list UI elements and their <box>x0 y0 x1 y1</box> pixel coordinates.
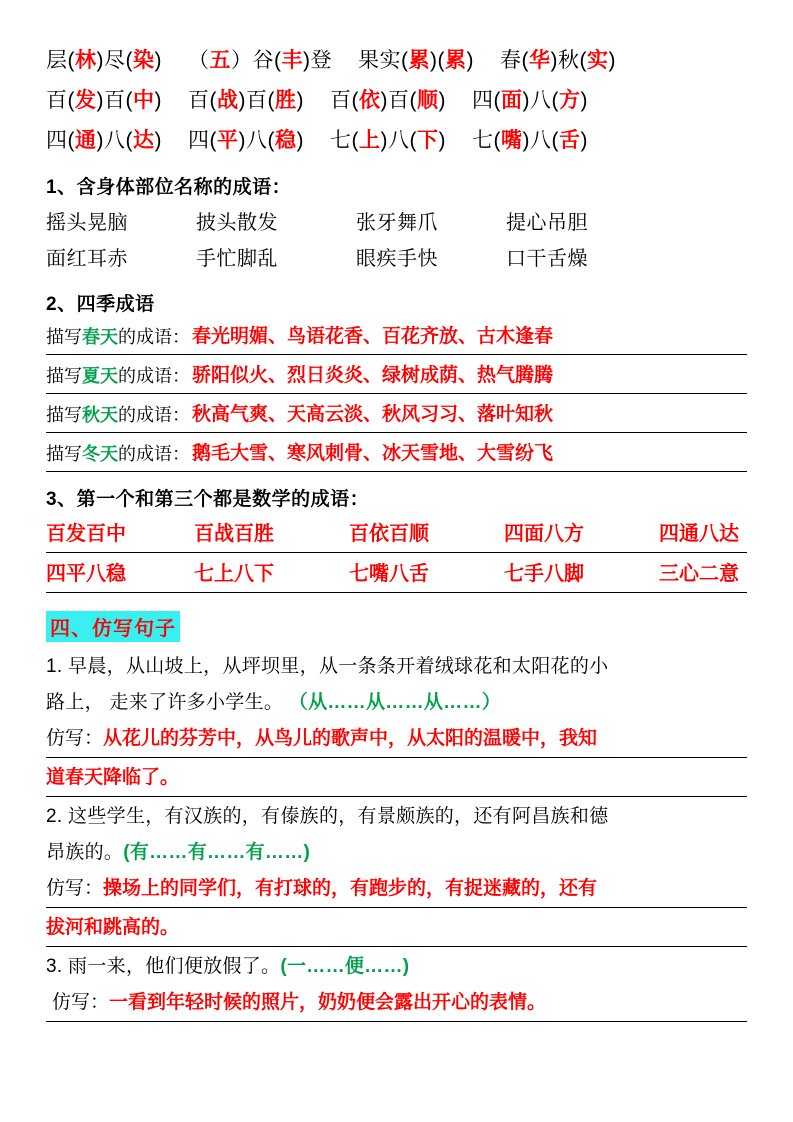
answer-1-line-2 <box>46 761 747 797</box>
idiom-fill-line-3 <box>46 122 747 160</box>
question-2-line-1 <box>46 800 747 834</box>
idiom-group: 百(战)百(胜) <box>188 89 304 112</box>
section-2-heading: 2、四季成语 <box>46 294 155 315</box>
idiom-group: 春(华)秋(实) <box>500 49 616 72</box>
answer-1-line-1 <box>46 722 747 758</box>
answer-label: 仿写： <box>46 728 104 749</box>
question-text: 路上， 走来了许多小学生。 <box>46 692 284 713</box>
question-1-line-2 <box>46 686 747 720</box>
season-label: 描写秋天的成语： <box>46 405 190 425</box>
answer-label: 仿写： <box>52 992 110 1013</box>
idiom-item: 百战百胜 <box>194 523 274 545</box>
season-row-summer <box>46 361 747 394</box>
answer-text: 操场上的同学们，有打球的，有跑步的，有捉迷藏的，还有 <box>103 878 598 899</box>
season-answer: 鹅毛大雪、寒风刺骨、冰天雪地、大雪纷飞 <box>192 443 554 464</box>
season-answer: 春光明媚、鸟语花香、百花齐放、古木逢春 <box>192 326 554 347</box>
season-row-autumn <box>46 400 747 433</box>
idiom-item: 眼疾手快 <box>356 248 438 270</box>
idiom-item: 七手八脚 <box>504 563 584 585</box>
idiom-group: 七(嘴)八(舌) <box>472 129 588 152</box>
body-idioms-row-2 <box>46 241 747 277</box>
question-number: 2. <box>46 806 63 827</box>
idiom-item: 手忙脚乱 <box>196 248 278 270</box>
answer-text: 拔河和跳高的。 <box>46 917 180 938</box>
season-answer: 秋高气爽、天高云淡、秋风习习、落叶知秋 <box>192 404 554 425</box>
answer-3-line-1 <box>46 986 747 1022</box>
idiom-group: 四(通)八(达) <box>46 129 162 152</box>
idiom-group: 七(上)八(下) <box>330 129 446 152</box>
idiom-group: 四(平)八(稳) <box>188 129 304 152</box>
idiom-item: 七嘴八舌 <box>349 563 429 585</box>
season-row-winter <box>46 439 747 472</box>
idiom-item: 百依百顺 <box>349 523 429 545</box>
idiom-group: 果实(累)(累) <box>358 49 474 72</box>
idiom-group: 层(林)尽(染) <box>46 49 162 72</box>
idiom-item: 四面八方 <box>504 523 584 545</box>
idiom-item: 四平八稳 <box>46 563 126 585</box>
question-hint: （从……从……从……） <box>288 692 502 713</box>
idiom-item: 百发百中 <box>46 523 126 545</box>
season-label: 描写春天的成语： <box>46 327 190 347</box>
idiom-fill-line-1 <box>46 42 747 80</box>
number-idioms-row-2 <box>46 557 747 593</box>
section-3-heading: 3、第一个和第三个都是数学的成语： <box>46 489 370 510</box>
idiom-item: 提心吊胆 <box>506 212 588 234</box>
question-text: 这些学生，有汉族的，有傣族的，有景颇族的，还有阿昌族和德 <box>68 806 609 827</box>
question-1-line-1 <box>46 650 747 684</box>
answer-text: 从花儿的芬芳中，从鸟儿的歌声中，从太阳的温暖中，我知 <box>103 728 598 749</box>
idiom-fill-line-2 <box>46 82 747 120</box>
section-4-heading: 四、仿写句子 <box>46 611 180 642</box>
question-text: 昂族的。 <box>46 842 124 863</box>
season-label: 描写夏天的成语： <box>46 366 190 386</box>
idiom-group: 百(发)百(中) <box>46 89 162 112</box>
season-label: 描写冬天的成语： <box>46 444 190 464</box>
question-2-line-2 <box>46 836 747 870</box>
answer-2-line-2 <box>46 911 747 947</box>
answer-text: 一看到年轻时候的照片，奶奶便会露出开心的表情。 <box>109 992 547 1013</box>
idiom-item: 七上八下 <box>194 563 274 585</box>
season-answer: 骄阳似火、烈日炎炎、绿树成荫、热气腾腾 <box>192 365 554 386</box>
question-3-line-1 <box>46 950 747 984</box>
idiom-group: 四(面)八(方) <box>472 89 588 112</box>
question-hint: (一……便……) <box>280 956 410 977</box>
question-number: 3. <box>46 956 63 977</box>
number-idioms-row-1 <box>46 517 747 553</box>
answer-text: 道春天降临了。 <box>46 767 180 788</box>
answer-2-line-1 <box>46 872 747 908</box>
idiom-item: 张牙舞爪 <box>356 212 438 234</box>
season-row-spring <box>46 322 747 355</box>
idiom-item: 披头散发 <box>196 212 278 234</box>
idiom-item: 三心二意 <box>659 563 739 585</box>
idiom-group: 百(依)百(顺) <box>330 89 446 112</box>
question-hint: (有……有……有……) <box>123 842 311 863</box>
body-idioms-row-1 <box>46 205 747 241</box>
idiom-group: （五）谷(丰)登 <box>188 49 332 72</box>
section-1-heading: 1、含身体部位名称的成语： <box>46 177 292 198</box>
question-text: 雨一来，他们便放假了。 <box>68 956 281 977</box>
idiom-item: 摇头晃脑 <box>46 212 128 234</box>
question-text: 早晨，从山坡上，从坪坝里，从一条条开着绒球花和太阳花的小 <box>68 656 609 677</box>
idiom-item: 四通八达 <box>659 523 739 545</box>
idiom-item: 面红耳赤 <box>46 248 128 270</box>
question-number: 1. <box>46 656 63 677</box>
idiom-item: 口干舌燥 <box>506 248 588 270</box>
answer-label: 仿写： <box>46 878 104 899</box>
